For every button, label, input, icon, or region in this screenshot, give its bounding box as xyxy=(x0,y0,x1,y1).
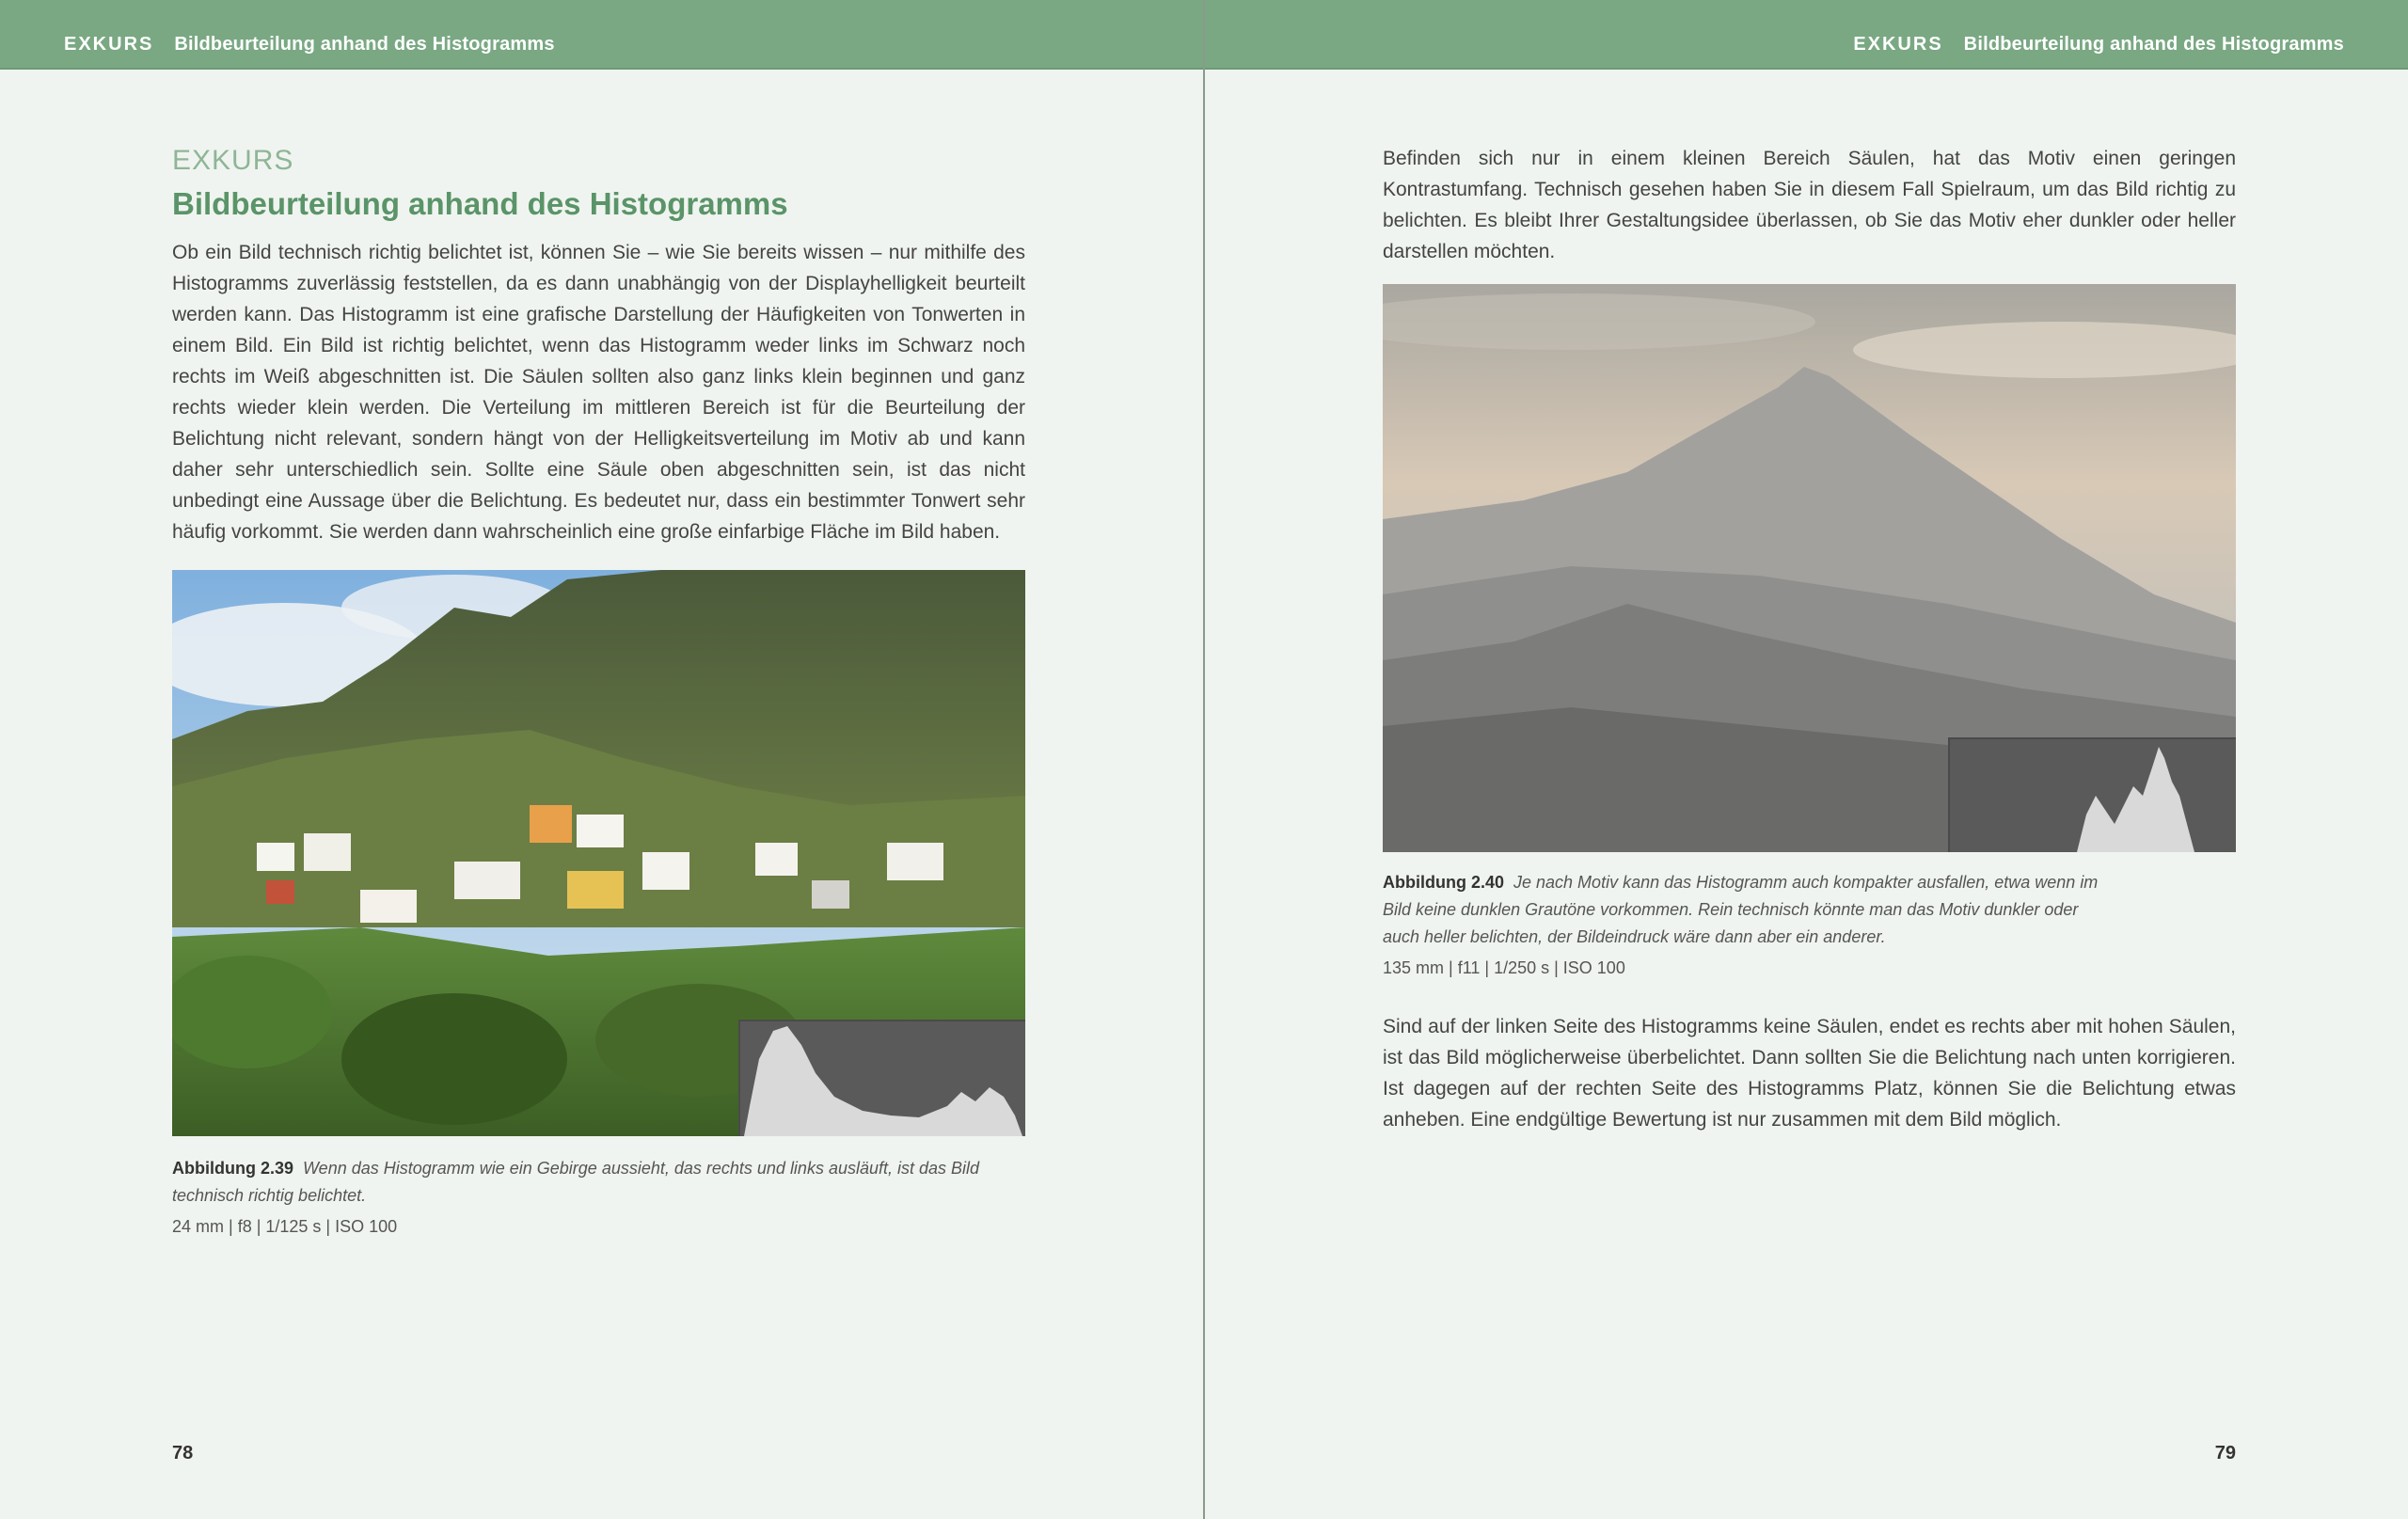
figure-caption-239 xyxy=(172,1155,1025,1241)
section-title: Bildbeurteilung anhand des Histogramms xyxy=(172,186,788,221)
right-column-bottom xyxy=(1383,1011,2236,1135)
figure-caption-240 xyxy=(1383,869,2116,982)
histogram-chart xyxy=(740,1021,1025,1136)
header-kicker: EXKURS xyxy=(64,34,154,55)
page-number: 78 xyxy=(172,1443,194,1464)
right-column-top xyxy=(1383,143,2236,267)
figure-label: Abbildung 2.40 xyxy=(1383,873,1505,892)
header-title: Bildbeurteilung anhand des Histogramms xyxy=(1963,34,2344,55)
section-kicker: EXKURS xyxy=(172,145,294,176)
left-page xyxy=(0,0,1203,1519)
figure-caption-text: Wenn das Histogramm wie ein Gebirge aussieht, das rechts und links ausläuft, ist das Bild technisch richtig belichtet. xyxy=(172,1159,980,1205)
paragraph-2: Sind auf der linken Seite des Histogramms keine Säulen, endet es rechts aber mit hohen Säulen, ist das Bild möglicherweise überbelichtet. Dann sollten Sie die Belichtung nach unten korrigieren. Ist dagegen auf der rechten Seite des Histogramms Platz, können Sie die Belichtung etwas anheben. Eine endgültige Bewertung ist nur zusammen mit dem Bild möglich. xyxy=(1383,1016,2236,1131)
figure-exif: 135 mm | f11 | 1/250 s | ISO 100 xyxy=(1383,958,1625,977)
right-page xyxy=(1205,0,2408,1519)
village-photo xyxy=(172,570,1025,1136)
mountain-photo xyxy=(1383,284,2236,852)
intro-paragraph: Ob ein Bild technisch richtig belichtet ist, können Sie – wie Sie bereits wissen – nur mithilfe des Histogramms zuverlässig feststellen, da es dann unabhängig von der Displayhelligkeit beurteilt werden kann. Das Histogramm ist eine grafische Darstellung der Häufigkeiten von Tonwerten in einem Bild. Ein Bild ist richtig belichtet, wenn das Histogramm weder links im Schwarz noch rechts im Weiß abgeschnitten ist. Die Säulen sollten also ganz links klein beginnen und ganz rechts wieder klein werden. Die Verteilung im mittleren Bereich ist für die Beurteilung der Belichtung nicht relevant, sondern hängt von der Helligkeitsverteilung im Motiv ab und kann daher sehr unterschiedlich sein. Sollte eine Säule oben abgeschnitten sein, ist das nicht unbedingt eine Aussage über die Belichtung. Es bedeutet nur, dass ein bestimmter Tonwert sehr häufig vorkommt. Sie werden dann wahrscheinlich eine große einfarbige Fläche im Bild haben. xyxy=(172,242,1025,543)
figure-caption-text: Je nach Motiv kann das Histogramm auch kompakter ausfallen, etwa wenn im Bild keine dunklen Grautöne vorkommen. Rein technisch könnte man das Motiv dunkler oder auch heller belichten, der Bildeindruck wäre dann aber ein anderer. xyxy=(1383,873,2099,946)
histogram-chart xyxy=(1950,739,2236,852)
header-title: Bildbeurteilung anhand des Histogramms xyxy=(174,34,555,55)
histogram-overlay xyxy=(738,1020,1025,1136)
figure-exif: 24 mm | f8 | 1/125 s | ISO 100 xyxy=(172,1217,398,1236)
page-number: 79 xyxy=(2214,1443,2236,1464)
figure-label: Abbildung 2.39 xyxy=(172,1159,294,1178)
left-column xyxy=(172,143,1025,547)
running-header xyxy=(1205,0,2408,70)
header-kicker: EXKURS xyxy=(1853,34,1943,55)
paragraph-1: Befinden sich nur in einem kleinen Bereich Säulen, hat das Motiv einen geringen Kontrastumfang. Technisch gesehen haben Sie in diesem Fall Spielraum, um das Bild richtig zu belichten. Es bleibt Ihrer Gestaltungsidee überlassen, ob Sie das Motiv eher dunkler oder heller darstellen möchten. xyxy=(1383,148,2236,262)
histogram-overlay xyxy=(1948,737,2236,852)
running-header xyxy=(0,0,1203,70)
